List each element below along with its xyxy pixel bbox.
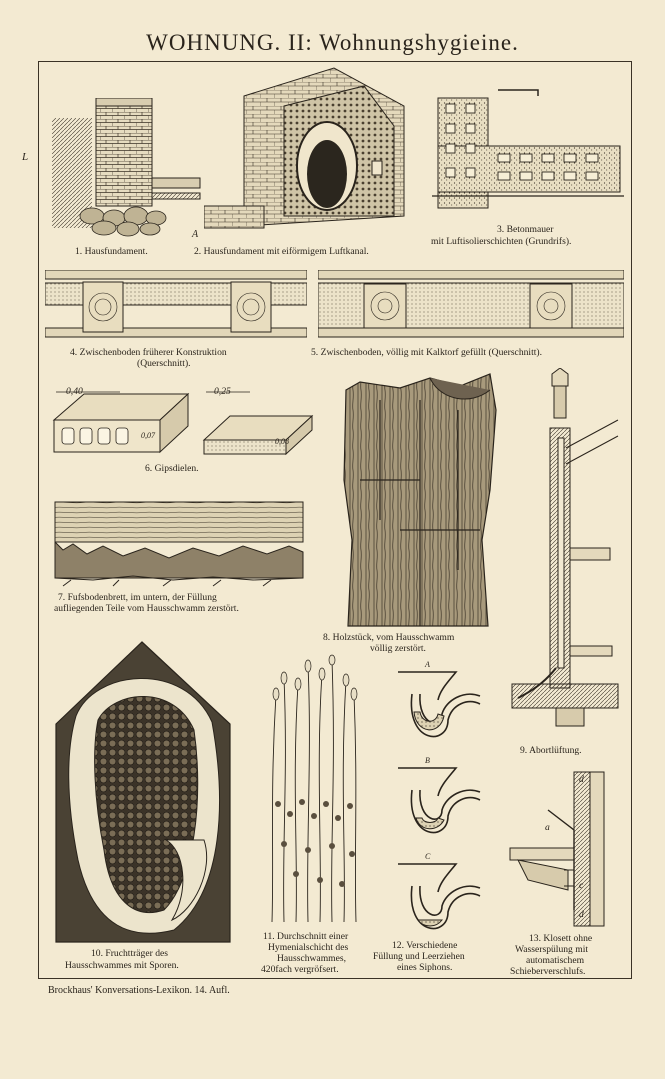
fig12-label-a: A	[425, 660, 430, 669]
fig2-foundation-air-duct-illustration	[204, 66, 422, 234]
fig1-caption: 1. Hausfundament.	[75, 246, 148, 257]
fig13-caption-line2: Wasserspülung mit	[515, 944, 589, 955]
fig12-caption-line2: Füllung und Leerziehen	[373, 951, 465, 962]
page-title: WOHNUNG. II: Wohnungshygieine.	[146, 30, 519, 55]
fig1-foundation-illustration	[52, 98, 202, 238]
fig13-caption-line3: automatischem	[526, 955, 585, 966]
fig9-caption: 9. Abortlüftung.	[520, 745, 582, 756]
fig5-floor-kalktorf-illustration	[318, 270, 624, 342]
fig1-label-l: L	[22, 151, 29, 163]
fig13-label-d-bottom: d	[579, 909, 584, 920]
fig10-caption-line2: Hausschwammes mit Sporen.	[65, 960, 179, 971]
fig11-hymenial-layer-illustration	[262, 654, 366, 924]
fig11-caption-line1: 11. Durchschnitt einer	[263, 931, 349, 942]
fig4-caption-line1: 4. Zwischenboden früherer Konstruktion	[70, 347, 227, 358]
fig3-caption-line2: mit Luftisolierschichten (Grundrifs).	[431, 236, 572, 247]
fig7-floorboard-illustration	[53, 500, 305, 590]
fig8-rotten-wood-illustration	[340, 370, 498, 632]
fig13-label-a: a	[545, 822, 550, 833]
fig13-closet-illustration	[508, 770, 616, 930]
fig11-caption-line4: 420fach vergröfsert.	[261, 964, 339, 975]
fig9-toilet-ventilation-illustration	[508, 368, 622, 730]
fig13-label-c: c	[579, 880, 584, 891]
fig7-caption-line2: aufliegenden Teile vom Hausschwamm zerstört.	[54, 603, 239, 614]
fig13-caption-line1: 13. Klosett ohne	[529, 933, 593, 944]
fig13-label-d-top: d	[579, 774, 584, 785]
fig6-caption: 6. Gipsdielen.	[145, 463, 199, 474]
fig5-caption: 5. Zwischenboden, völlig mit Kalktorf gefüllt (Querschnitt).	[311, 347, 542, 358]
fig12-caption-line1: 12. Verschiedene	[392, 940, 458, 951]
fig3-concrete-wall-illustration	[428, 86, 624, 216]
fig4-floor-old-construction-illustration	[45, 270, 307, 342]
fig10-caption-line1: 10. Fruchtträger des	[91, 948, 168, 959]
page-footer: Brockhaus' Konversations-Lexikon. 14. Aufl.	[48, 985, 230, 996]
fig6-dim-040: 0,40	[66, 386, 83, 397]
fig2-label-a: A	[192, 229, 199, 240]
fig2-caption: 2. Hausfundament mit eiförmigem Luftkanal.	[194, 246, 369, 257]
fig6-gypsum-boards-illustration	[50, 380, 320, 460]
fig11-caption-line2: Hymenialschicht des	[268, 942, 349, 953]
fig4-caption-line2: (Querschnitt).	[137, 358, 191, 369]
fig7-caption-line1: 7. Fufsbodenbrett, im untern, der Füllung	[58, 592, 217, 603]
fig12-siphon-traps-illustration	[388, 664, 486, 944]
fig12-label-b: B	[425, 756, 430, 765]
fig10-fungus-fruiting-body-illustration	[54, 640, 232, 944]
fig11-caption-line3: Hausschwammes,	[277, 953, 347, 964]
fig12-label-c: C	[425, 852, 431, 861]
fig6-dim-008: 0,08	[275, 437, 289, 446]
fig8-caption-line2: völlig zerstört.	[370, 643, 426, 654]
fig6-dim-007: 0,07	[141, 431, 155, 440]
fig13-caption-line4: Schieberverschlufs.	[510, 966, 586, 977]
fig12-caption-line3: eines Siphons.	[397, 962, 453, 973]
fig8-caption-line1: 8. Holzstück, vom Hausschwamm	[323, 632, 455, 643]
fig6-dim-025: 0,25	[214, 386, 231, 397]
fig3-caption-line1: 3. Betonmauer	[497, 224, 554, 235]
